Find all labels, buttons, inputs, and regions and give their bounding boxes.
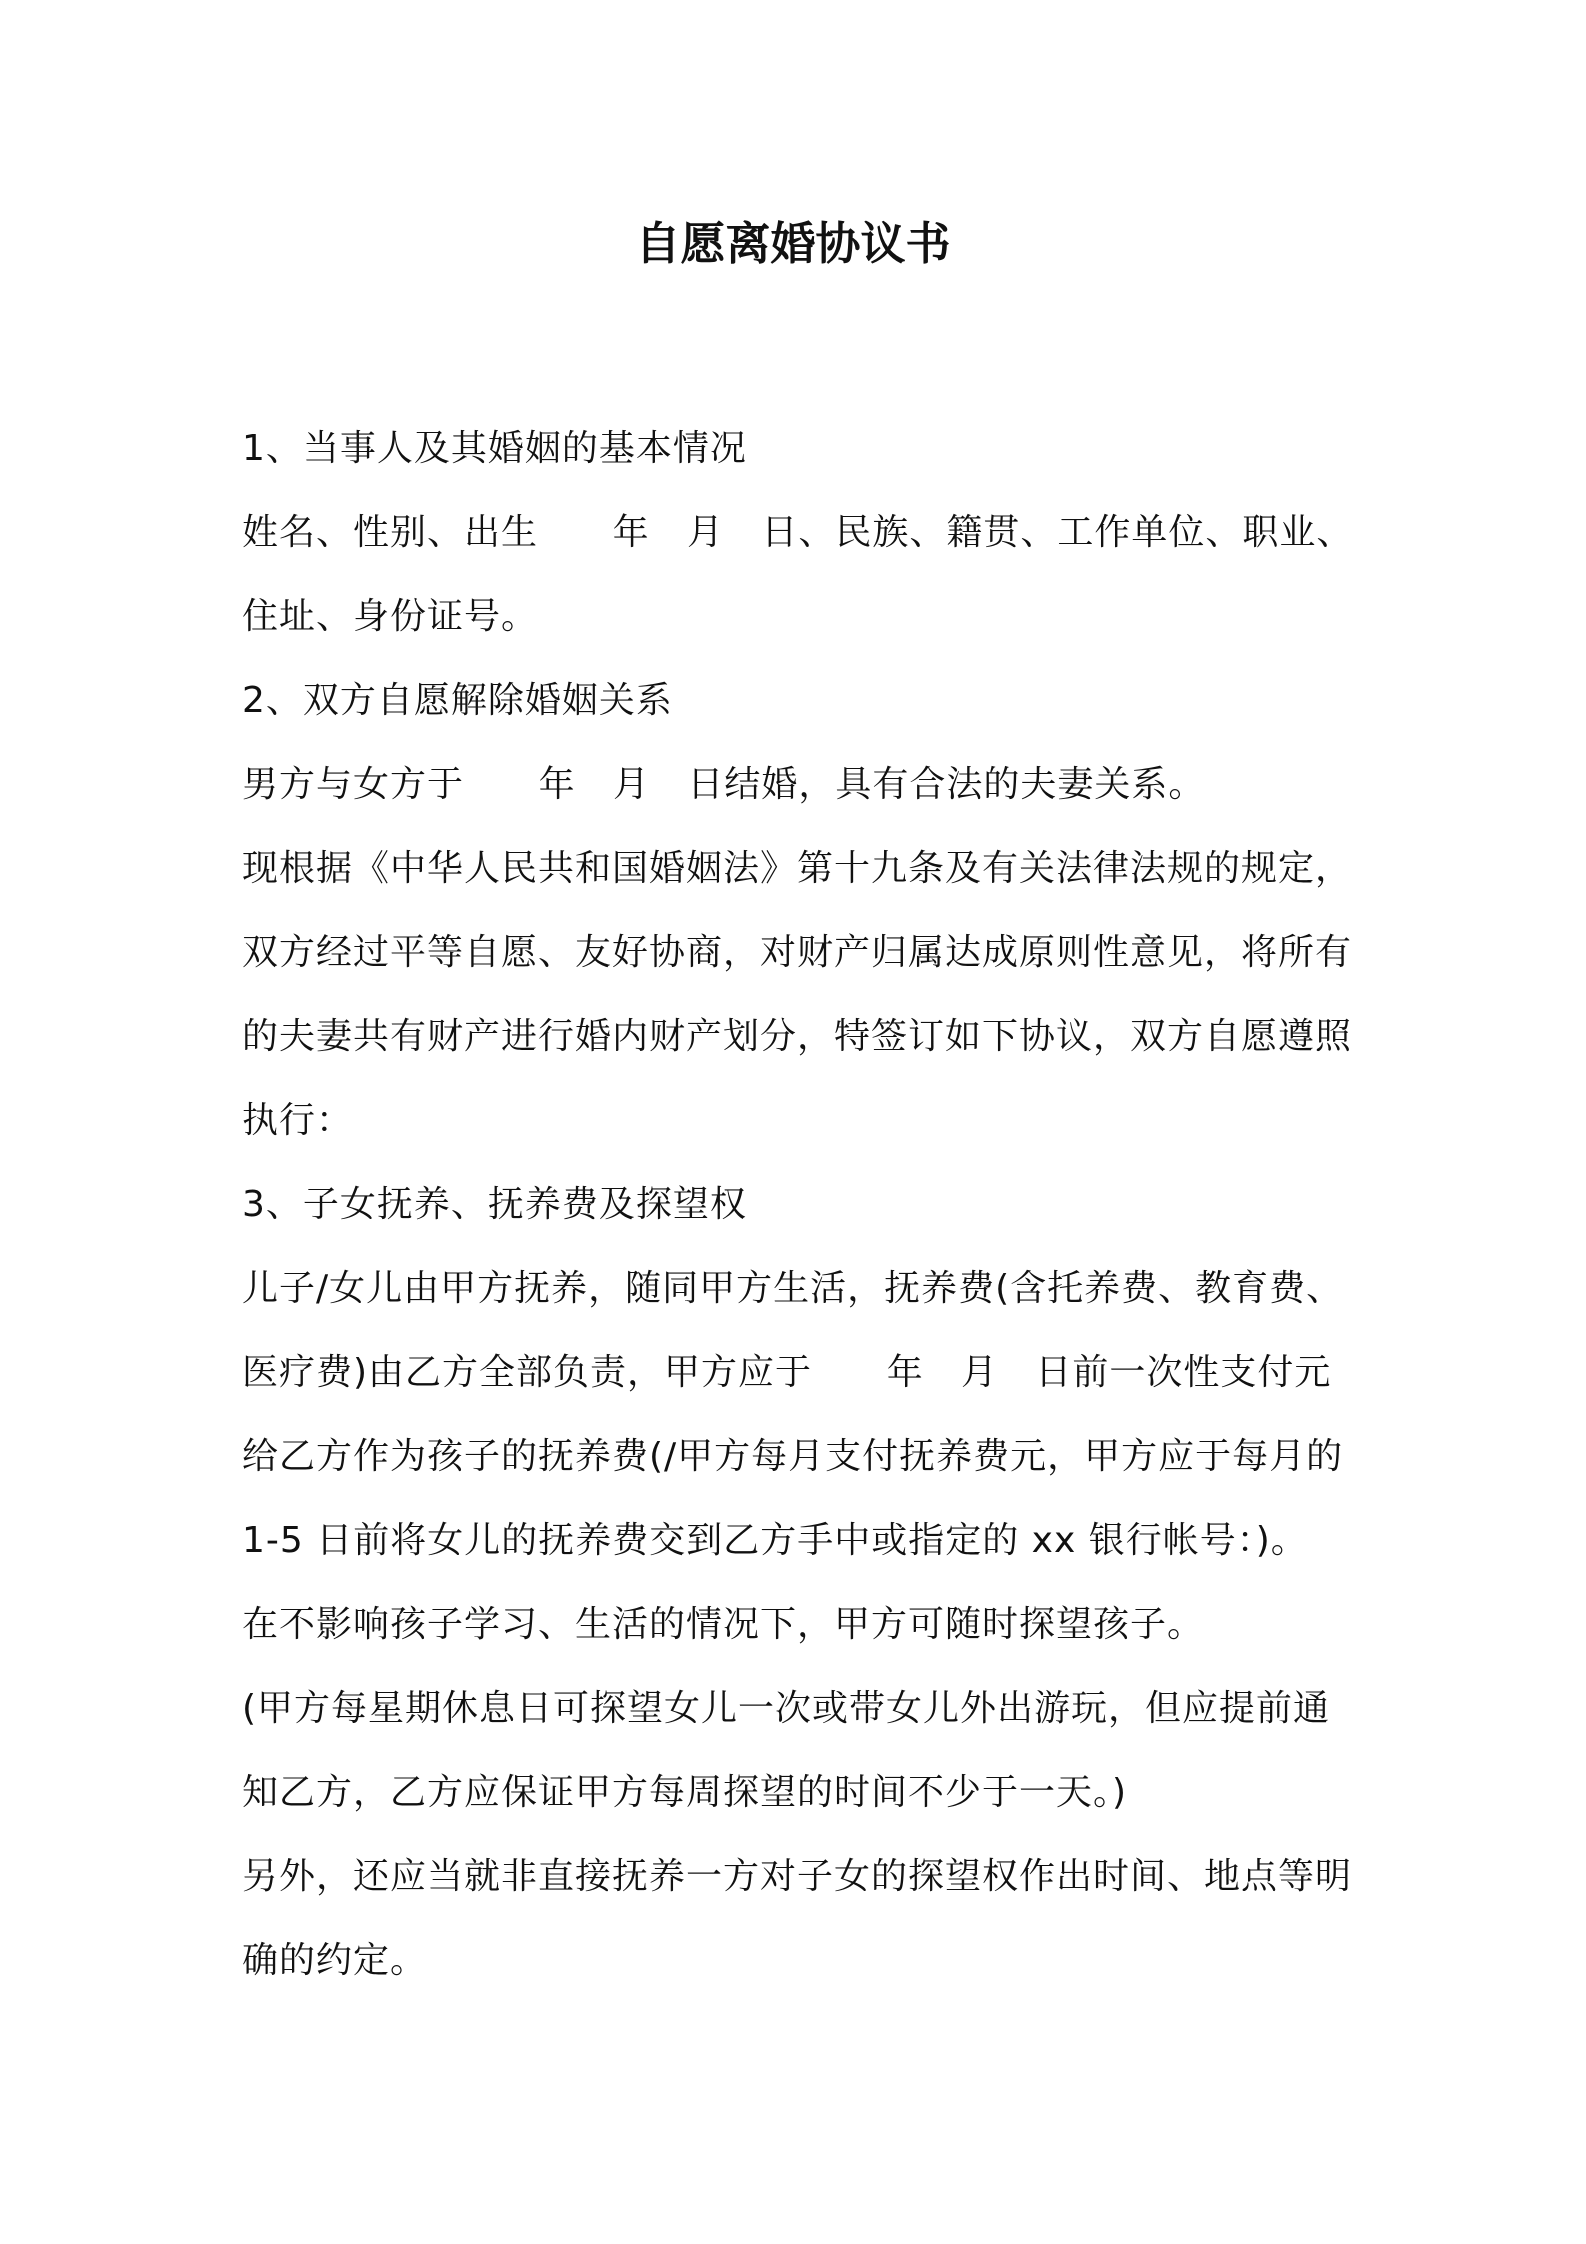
paragraph-line: 执行： (242, 1100, 354, 1141)
paragraph-line: 确的约定。 (242, 1940, 428, 1981)
paragraph-line: 知乙方，乙方应保证甲方每周探望的时间不少于一天。) (242, 1772, 1128, 1813)
paragraph-line: 住址、身份证号。 (242, 596, 539, 637)
paragraph-line: 在不影响孩子学习、生活的情况下，甲方可随时探望孩子。 (242, 1604, 1205, 1645)
paragraph-line: 姓名、性别、出生 年 月 日、民族、籍贯、工作单位、职业、 (242, 512, 1354, 553)
paragraph-line: 双方经过平等自愿、友好协商，对财产归属达成原则性意见，将所有 (242, 932, 1353, 973)
paragraph-line: 给乙方作为孩子的抚养费(/甲方每月支付抚养费元，甲方应于每月的 (242, 1436, 1344, 1477)
paragraph-line: 另外，还应当就非直接抚养一方对子女的探望权作出时间、地点等明 (242, 1856, 1353, 1897)
paragraph-line: 男方与女方于 年 月 日结婚，具有合法的夫妻关系。 (242, 764, 1206, 805)
paragraph-line: 医疗费)由乙方全部负责，甲方应于 年 月 日前一次性支付元 (242, 1352, 1332, 1393)
section-heading-child-custody: 3、子女抚养、抚养费及探望权 (242, 1184, 747, 1225)
paragraph-line: 儿子/女儿由甲方抚养，随同甲方生活，抚养费(含托养费、教育费、 (242, 1268, 1344, 1309)
paragraph-line: 1-5 日前将女儿的抚养费交到乙方手中或指定的 xx 银行帐号：)。 (242, 1520, 1308, 1561)
paragraph-line: (甲方每星期休息日可探望女儿一次或带女儿外出游玩，但应提前通 (242, 1688, 1331, 1729)
paragraph-line: 现根据《中华人民共和国婚姻法》第十九条及有关法律法规的规定， (242, 848, 1353, 889)
paragraph-line: 的夫妻共有财产进行婚内财产划分，特签订如下协议，双方自愿遵照 (242, 1016, 1353, 1057)
document-title: 自愿离婚协议书 (635, 217, 951, 270)
document-body (242, 407, 1362, 2003)
section-heading-dissolution: 2、双方自愿解除婚姻关系 (242, 680, 673, 721)
section-heading-basic-info: 1、当事人及其婚姻的基本情况 (242, 428, 747, 469)
